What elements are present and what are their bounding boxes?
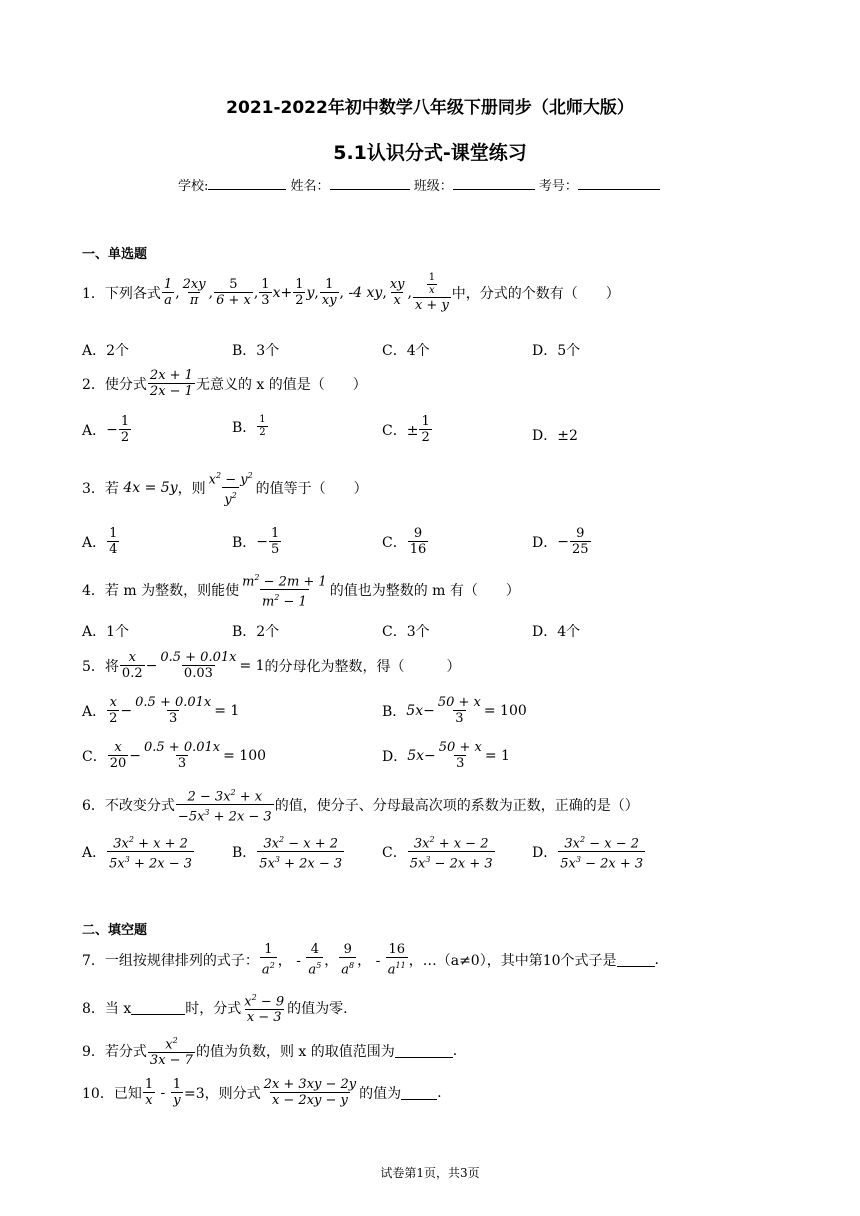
question-8: 8．当 x 时，分式 $\frac{x^2 - 9}{x - 3}$ 的值为零. [82, 993, 348, 1026]
q5-option-a[interactable]: A． $\frac{x}{2}$ − $\frac{0.5 + 0.01x}{3}$ = 1 [82, 695, 240, 726]
exam-number-label: 考号： [538, 179, 578, 194]
info-fields [178, 175, 660, 194]
q6-option-d[interactable]: D． $\frac{3x^2 - x - 2}{5x^3 - 2x + 3}$ [532, 835, 644, 872]
q5-option-c[interactable]: C． $\frac{x}{20}$ − $\frac{0.5 + 0.01x}{3}$ = 100 [82, 740, 267, 771]
question-9: 9．若分式 $\frac{x^2}{3x - 7}$ 的值为负数，则 x 的取值范围为 . [82, 1036, 458, 1069]
q5-option-d[interactable]: D． 5x − $\frac{50 + x}{3}$ = 1 [382, 740, 510, 771]
school-label: 学校: [178, 179, 209, 194]
q4-option-c[interactable]: C．3个 [382, 624, 430, 640]
q3-option-c[interactable]: C． $\frac{9}{16}$ [382, 526, 427, 557]
q1-tail: 中，分式的个数有（ ） [451, 285, 620, 302]
q4-option-a[interactable]: A．1个 [82, 624, 130, 640]
q6-option-a[interactable]: A． $\frac{3x^2 + x + 2}{5x^3 + 2x - 3}$ [82, 835, 193, 872]
page-footer: 试卷第1页，共3页 [380, 1166, 480, 1180]
question-1: 1．下列各式 $\frac{1}{a}$ , $\frac{2xy}{\pi}$ , $\frac{5}{6 + x}$ , $\frac{1}{3}$ x + $\frac{1}{2}$ y , $\frac{1}{xy}$ , -4 xy , $\frac{xy}{x}$ , $\frac{\frac{1}{x}}{x + y}$ 中，分式的个数有（ ） [82, 272, 620, 313]
q6-option-b[interactable]: B． $\frac{3x^2 - x + 2}{5x^3 + 2x - 3}$ [232, 835, 343, 872]
question-4: 4．若 m 为整数，则能使 $\frac{m^2 - 2m + 1}{m^2 - 1}$ 的值也为整数的 m 有（ ） [82, 573, 520, 610]
q1-option-c[interactable]: C．4个 [382, 343, 430, 359]
q5-option-b[interactable]: B． 5x − $\frac{50 + x}{3}$ = 100 [382, 695, 527, 726]
class-blank[interactable] [453, 175, 535, 190]
q7-answer-blank[interactable] [617, 952, 655, 967]
question-3: 3．若 4x = 5y ，则 $\frac{x^2 - y^2}{y^2}$ 的值等于（ ） [82, 471, 368, 508]
q3-option-a[interactable]: A． $\frac{1}{4}$ [82, 526, 118, 557]
question-2: 2．使分式 $\frac{2x + 1}{2x - 1}$ 无意义的 x 的值是（ ） [82, 368, 367, 399]
q2-option-b[interactable]: B． $\frac{1}{2}$ [232, 414, 266, 438]
exam-number-blank[interactable] [578, 175, 660, 190]
page-title: 2021-2022年初中数学八年级下册同步（北师大版） [226, 98, 634, 118]
q1-option-b[interactable]: B．3个 [232, 343, 280, 359]
q4-option-d[interactable]: D．4个 [532, 624, 581, 640]
q6-option-c[interactable]: C． $\frac{3x^2 + x - 2}{5x^3 - 2x + 3}$ [382, 835, 493, 872]
q3-option-b[interactable]: B． − $\frac{1}{5}$ [232, 526, 280, 557]
school-blank[interactable] [208, 175, 286, 190]
question-7: 7．一组按规律排列的式子： $\frac{1}{a^2}$ ， - $\frac{4}{a^5}$ ， $\frac{9}{a^8}$ ， - $\frac{16}{a^{11}}$ ，…（a≠0），其中第10个式子是 . [82, 942, 659, 978]
page-subtitle: 5.1认识分式-课堂练习 [333, 142, 527, 164]
question-6: 6．不改变分式 $\frac{2 - 3x^2 + x}{-5x^3 + 2x - 3}$ 的值，使分子、分母最高次项的系数为正数，正确的是（） [82, 788, 639, 825]
q2-option-d[interactable]: D．±2 [532, 428, 578, 444]
q8-answer-blank[interactable] [131, 1000, 185, 1015]
q2-option-a[interactable]: A． − $\frac{1}{2}$ [82, 414, 130, 445]
class-label: 班级： [413, 179, 453, 194]
section-fill-blank: 二、填空题 [82, 923, 148, 938]
q1-option-a[interactable]: A．2个 [82, 343, 130, 359]
q1-prefix: 1．下列各式 [82, 285, 161, 302]
q3-option-d[interactable]: D． − $\frac{9}{25}$ [532, 526, 589, 557]
q1-option-d[interactable]: D．5个 [532, 343, 581, 359]
q2-option-c[interactable]: C．± $\frac{1}{2}$ [382, 414, 430, 445]
question-5: 5．将 $\frac{x}{0.2}$ − $\frac{0.5 + 0.01x}{0.03}$ = 1 的分母化为整数，得（ ） [82, 650, 461, 681]
q4-option-b[interactable]: B．2个 [232, 624, 280, 640]
q10-answer-blank[interactable] [401, 1085, 437, 1100]
q9-answer-blank[interactable] [395, 1043, 453, 1058]
name-label: 姓名： [290, 179, 330, 194]
name-blank[interactable] [330, 175, 410, 190]
question-10: 10．已知 $\frac{1}{x}$ - $\frac{1}{y}$ =3，则分式 $\frac{2x + 3xy - 2y}{x - 2xy - y}$ 的值为 . [82, 1077, 442, 1108]
section-single-choice: 一、单选题 [82, 247, 148, 262]
